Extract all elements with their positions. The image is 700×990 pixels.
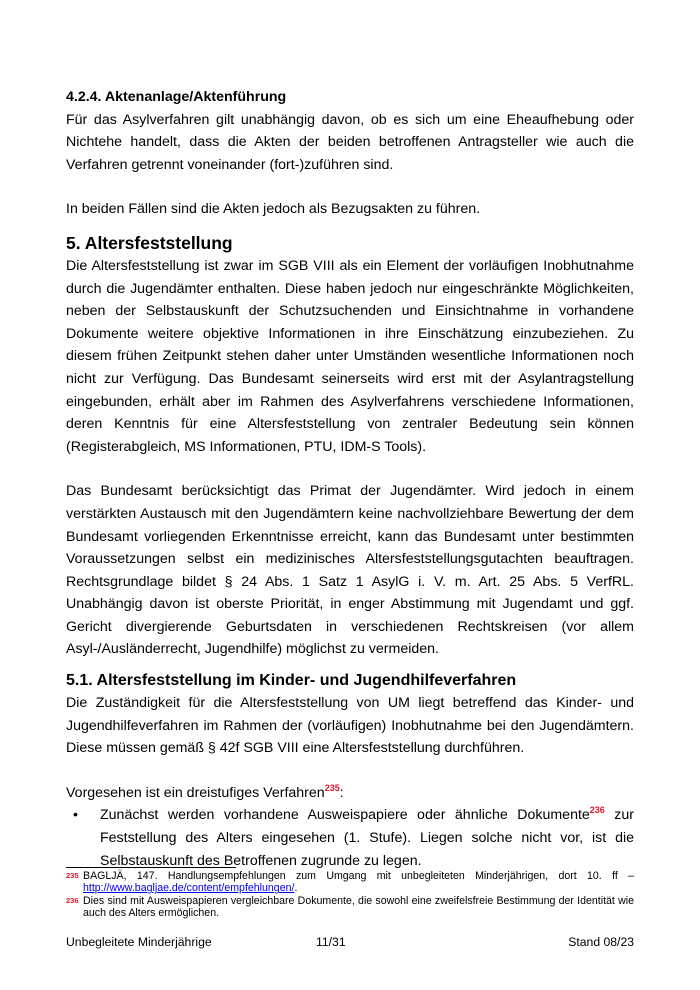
bullet-text: Zunächst werden vorhandene Ausweispapiere oder ähnliche Dokumente$^{236}$ zur Feststellung des Alters eingesehen (1. Stufe). Liegen solche nicht vor, ist die Selbstauskunft des Betroffenen zugrunde zu legen. bbox=[100, 805, 635, 869]
section-5-heading: 5. Altersfeststellung bbox=[66, 232, 233, 253]
footnote-ref-235[interactable]: 235 bbox=[324, 782, 340, 793]
section-424-heading: 4.2.4. Aktenanlage/Aktenführung bbox=[66, 89, 287, 105]
footnote-divider bbox=[66, 867, 236, 868]
section-424-paragraph-2: In beiden Fällen sind die Akten jedoch als Bezugsakten zu führen. bbox=[66, 201, 481, 218]
section-51-heading: 5.1. Altersfeststellung im Kinder- und Jugendhilfeverfahren bbox=[66, 672, 517, 690]
document-page bbox=[66, 86, 634, 872]
section-51-paragraph-1: Die Zuständigkeit für die Altersfeststellung von UM liegt betreffend das Kinder- und Jugendhilfeverfahren im Rahmen der (vorläufigen) Inobhutnahme bei den Jugendämtern. Diese müssen gemäß § 42f SGB VIII eine Altersfeststellung durchführen. bbox=[66, 695, 634, 757]
footnote-number: 236 bbox=[66, 895, 79, 905]
section-5-paragraph-2: Das Bundesamt berücksichtigt das Primat der Jugendämter. Wird jedoch in einem verstärkten Austausch mit den Jugendämtern keine nachvollziehbare Bewertung der dem Bundesamt vorliegenden Erkenntnisse erreicht, kann das Bundesamt unter bestimmten Voraussetzungen selbst ein medizinisches Altersfeststellungsgutachten beauftragen. Rechtsgrundlage bildet § 24 Abs. 1 Satz 1 AsylG i. V. m. Art. 25 Abs. 5 VerfRL. Unabhängig davon ist oberste Priorität, in enger Abstimmung mit Jugendamt und ggf. Gericht divergierende Geburtsdaten in verschiedenen Rechtskreisen (vor allem Asyl-/Ausländerrecht, Jugendhilfe) möglichst zu vermeiden. bbox=[66, 483, 634, 658]
footer-title: Unbegleitete Minderjährige bbox=[66, 935, 212, 949]
footnote-236: 236 Dies sind mit Ausweispapieren vergleichbare Dokumente, die sowohl eine zweifelsfreie Bestimmung der Identität wie auch des Alters ermöglichen. bbox=[66, 894, 634, 920]
list-item bbox=[66, 804, 634, 872]
section-424-paragraph-1: Für das Asylverfahren gilt unabhängig davon, ob es sich um eine Eheaufhebung oder Nichtehe handelt, dass die Akten der beiden betroffenen Antragsteller wie auch die Verfahren getrennt voneinander (fort-)zuführen sind. bbox=[66, 111, 634, 173]
footnote-ref-236[interactable]: 236 bbox=[589, 805, 605, 816]
footnote-235: 235 BAGLJÄ, 147. Handlungsempfehlungen zum Umgang mit unbegleiteten Minderjährigen, dort 10. ff – http://www.bagljae.de/content/empfehlungen/. bbox=[66, 870, 634, 895]
footnotes bbox=[66, 870, 634, 920]
page-footer bbox=[66, 935, 634, 951]
footer-date: Stand 08/23 bbox=[568, 935, 634, 949]
page-number: 11/31 bbox=[316, 935, 346, 949]
section-5-paragraph-1: Die Altersfeststellung ist zwar im SGB VIII als ein Element der vorläufigen Inobhutnahme durch die Jugendämter enthalten. Diese haben jedoch nur eingeschränkte Möglichkeiten, neben der Selbstauskunft der Schutzsuchenden und Einsichtnahme in vorhandene Dokumente weitere objektive Informationen in ihre Einschätzung einzubeziehen. Zu diesem frühen Zeitpunkt stehen daher unter Umständen wesentliche Informationen noch nicht zur Verfügung. Das Bundesamt seinerseits wird erst mit der Asylantragstellung eingebunden, erhält aber im Rahmen des Asylverfahrens verschiedene Informationen, deren Kenntnis für eine Altersfeststellung von zentraler Bedeutung sein können (Registerabgleich, MS Informationen, PTU, IDM-S Tools). bbox=[66, 257, 634, 455]
section-51-intro: Vorgesehen ist ein dreistufiges Verfahren$^{235}$: bbox=[66, 782, 344, 801]
footnote-number: 235 bbox=[66, 871, 79, 880]
bullet-icon: • bbox=[73, 807, 78, 824]
footnote-link[interactable]: http://www.bagljae.de/content/empfehlungen/ bbox=[83, 882, 295, 895]
